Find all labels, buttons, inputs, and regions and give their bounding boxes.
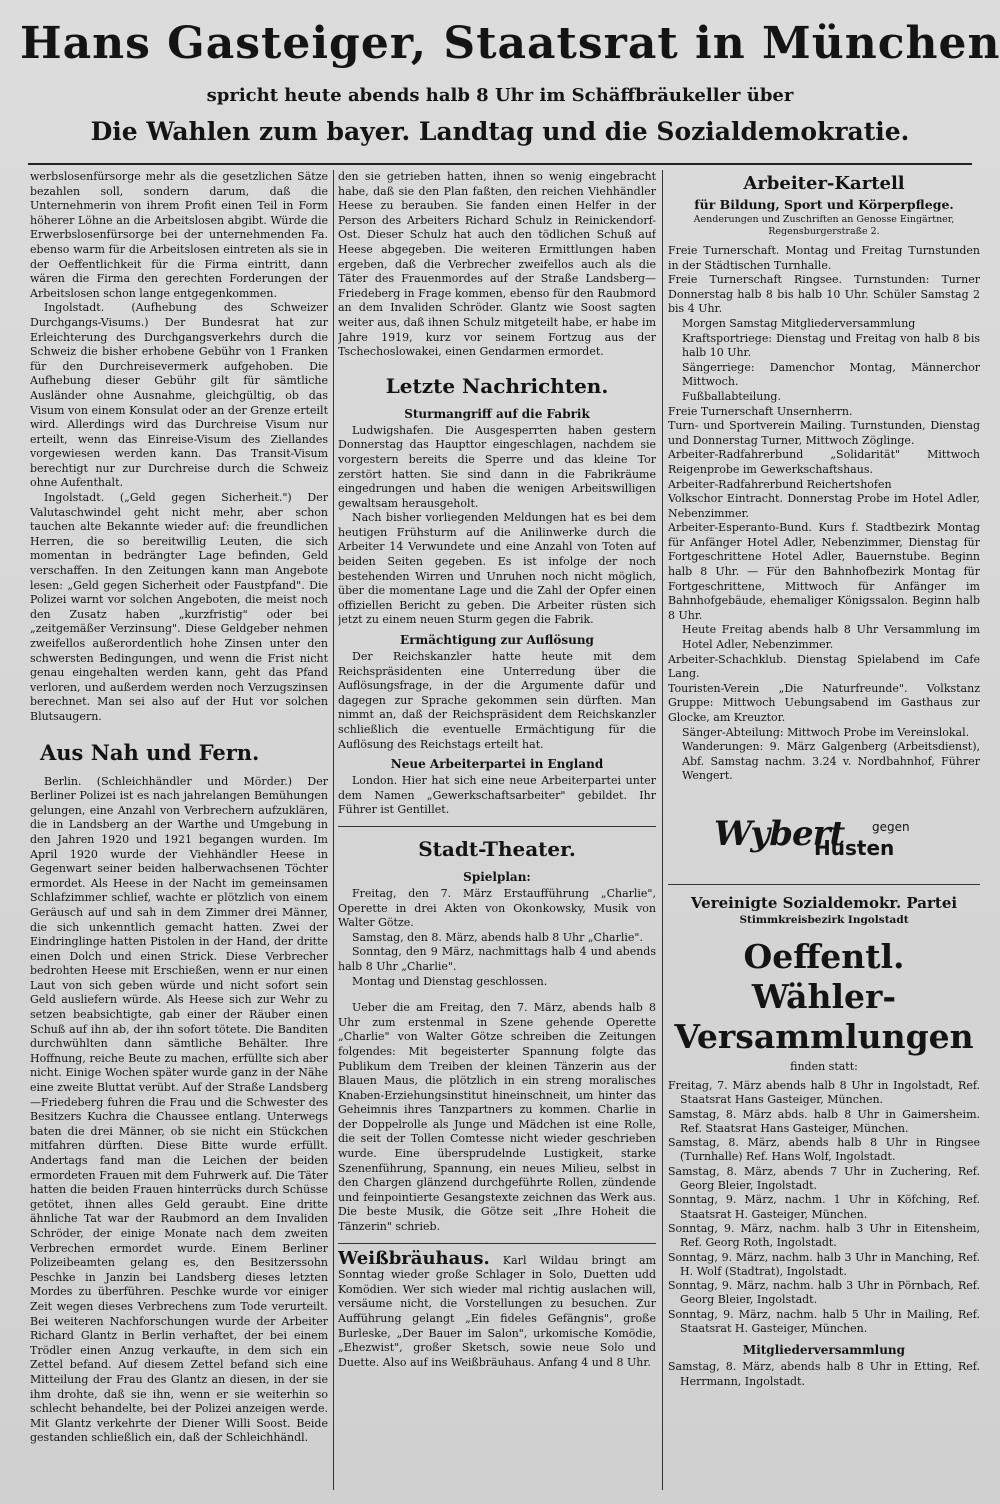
ad-husten: Husten xyxy=(814,835,895,860)
party-title: Vereinigte Sozialdemokr. Partei xyxy=(690,893,958,912)
club-entry: Freie Turnerschaft. Montag und Freitag Turnstunden in der Städtischen Turnhalle. xyxy=(668,244,980,272)
theater-listing: Samstag, den 8. März, abends halb 8 Uhr „Charlie". xyxy=(352,930,643,944)
theater-listing: Freitag, den 7. März Erstaufführung „Charlie", Operette in drei Akten von Okonkowsky, Musik von Walter Götze. xyxy=(338,886,656,930)
section-divider xyxy=(338,1243,656,1244)
meeting-entry: Freitag, 7. März abends halb 8 Uhr in Ingolstadt, Ref. Staatsrat Hans Gasteiger, München. xyxy=(668,1078,980,1107)
club-entry: Heute Freitag abends halb 8 Uhr Versammlung im Hotel Adler, Nebenzimmer. xyxy=(682,623,980,652)
section-heading-aus-nah-und-fern: Aus Nah und Fern. xyxy=(40,739,260,765)
news-subheading: Sturmangriff auf die Fabrik xyxy=(404,406,590,421)
club-entry: Morgen Samstag Mitgliederversammlung xyxy=(682,316,916,330)
member-meeting-title: Mitgliederversammlung xyxy=(742,1343,906,1358)
headline-title: Hans Gasteiger, Staatsrat in München xyxy=(20,18,1000,69)
meetings-headline-1: Oeffentl. Wähler- xyxy=(743,936,905,1016)
club-entry: Arbeiter-Radfahrerbund „Solidarität" Mittwoch Reigenprobe im Gewerkschaftshaus. xyxy=(668,448,980,476)
meeting-entry: Sonntag, 9. März, nachm. halb 3 Uhr in Manching, Ref. H. Wolf (Stadtrat), Ingolstadt. xyxy=(668,1250,980,1278)
article-paragraph: Berlin. (Schleichhändler und Mörder.) Der Berliner Polizei ist es nach jahrelangen Bemühungen gelungen, eine Anzahl von Verbrechern aufzuklären, die in Landsberg an der Warthe und Umgebung in den Jahren 1920 und 1921 begangen wurden. Im April 1920 wurde der Viehhändler Heese in Gegenwart seiner beiden halberwachsenen Töchter ermordet. Als Heese in der Nacht im gemeinsamen Schlafzimmer schlief, wachte er plötzlich von einem Geräusch auf und sah in dem Zimmer drei Männer, die sich unkenntlich gemacht hatten. Zwei der Eindringlinge hatten Pistolen in der Hand, der dritte einen Dolch und einen Strick. Diese Verbrecher bedrohten Heese mit Erschießen, wenn er nur einen Laut von sich geben würde und nicht sofort sein Geld ausliefern würde. Als Heese sich zur Wehr zu setzen beabsichtigte, gab einer der Räuber einen Schuß auf ihn ab, der ihn sofort tötete. Die Banditen durchwühlten dann sämtliche Behälter. Ihre Hoffnung, reiche Beute zu machen, erfüllte sich aber nicht. Einige Wochen später wurde ganz in der Nähe eine zweite Bluttat verübt. Auf der Straße Landsberg—Friedeberg fuhren die Frau und die Schwester des Besitzers Kuchra die Chaussee entlang. Unterwegs baten die drei Männer, ob sie nicht ein Stückchen mitfahren dürften. Diese Bitte wurde erfüllt. Andertags fand man die Leichen der beiden ermordeten Frauen mit dem Fuhrwerk auf. Die Täter hatten die beiden Frauen hinterrücks durch Schüsse getötet, ihnen alles Geld geraubt. Eine dritte ähnliche Tat war der Raubmord an dem Invaliden Schröder, der einige Monate nach dem zweiten Verbrechen ermordet wurde. Einem Berliner Polizeibeamten gelang es, den Besitzerssohn Peschke in Janzin bei Landsberg dieses letzten Mordes zu überführen. Peschke wurde vor einiger Zeit wegen dieses Verbrechens zum Tode verurteilt. Bei weiteren Nachforschungen wurde der Arbeiter Richard Glantz in Berlin verhaftet, der bei einem Trödler einen Anzug verkaufte, in dem sich ein Zettel befand. Auf diesem Zettel befand sich eine Mitteilung der Frau des Glantz an diesen, in der sie ihm drohte, daß sie ihn, wenn er sie weiterhin so schlecht behandelte, bei der Polizei anzeigen werde. Mit Glantz verkehrte der Diener Willi Soost. Beide gestanden schließlich ein, daß der Schleichhändl. xyxy=(30,774,328,1445)
article-paragraph: Ingolstadt. (Aufhebung des Schweizer Durchgangs-Visums.) Der Bundesrat hat zur Erleichterung des Durchgangsverkehrs durch die Schweiz die bisher erhobene Gebühr von 1 Franken für den Durchreisevermerk aufgehoben. Die Aufhebung dieser Gebühr gilt für sämtliche Ausländer ohne Ausnahme, gleichgültig, ob das Visum von einem Konsulat oder an der Grenze erteilt wird. Allerdings wird das Durchreise Visum nur erteilt, wenn das Einreise-Visum des Ziellandes vorgewiesen werden kann. Das Transit-Visum berechtigt nur zur Durchreise durch die Schweiz ohne Aufenthalt. xyxy=(30,301,328,490)
spacer xyxy=(338,989,656,1001)
club-entry: Arbeiter-Schachklub. Dienstag Spielabend im Cafe Lang. xyxy=(668,652,980,681)
meeting-entry: Samstag, 8. März, abends halb 8 Uhr in Ringsee (Turnhalle) Ref. Hans Wolf, Ingolstadt. xyxy=(668,1136,980,1164)
kartell-note: Aenderungen und Zuschriften an Genosse Eingärtner, Regensburgerstraße 2. xyxy=(693,214,955,237)
meeting-entry: Sonntag, 9. März, nachm. halb 3 Uhr in Pörnbach, Ref. Georg Bleier, Ingolstadt. xyxy=(668,1279,980,1307)
finden-statt: finden statt: xyxy=(790,1059,858,1073)
club-entry: Wanderungen: 9. März Galgenberg (Arbeitsdienst), Abf. Samstag nachm. 3.24 v. Nordbahnhof, Führer Wengert. xyxy=(682,740,980,783)
weissbraeuhaus-text: Karl Wildau bringt am Sonntag wieder große Schlager in Solo, Duetten udd Komödien. Wer sich wieder mal richtig auslachen will, versäume nicht, die Vorstellungen zu besuchen. Zur Aufführung gelangt „Ein fideles Gefängnis", große Burleske, „Der Bauer im Salon", urkomische Komödie, „Ehezwist", großer Sketsch, sowie neue Solo und Duette. Also auf ins Weißbräuhaus. Anfang 4 und 8 Uhr. xyxy=(338,1253,656,1369)
section-heading-stadt-theater: Stadt-Theater. xyxy=(418,836,576,861)
article-paragraph: Ingolstadt. („Geld gegen Sicherheit.") Der Valutaschwindel geht nicht mehr, aber schon tauchen alte Bekannte wieder auf: die freundlichen Herren, die so bereitwillig Leuten, die sich momentan in bedrängter Lage befinden, Geld verschaffen. In den Zeitungen kann man Angebote lesen: „Geld gegen Sicherheit oder Faustpfand". Die Polizei warnt vor solchen Angeboten, die meist noch den Zusatz haben „kurzfristig" oder bei „zeitgemäßer Verzinsung". Diese Geldgeber nehmen zweifellos außerordentlich hohe Zinsen unter den schwersten Bedingungen, und wenn die Frist nicht genau eingehalten werden kann, geht das Pfand verloren, und außerdem werden noch Verzugszinsen berechnet. Man sei also auf der Hut vor solchen Blutsaugern. xyxy=(30,491,328,723)
column-left xyxy=(30,170,328,1490)
meeting-entry: Sonntag, 9. März, nachm. 1 Uhr in Köfching, Ref. Staatsrat H. Gasteiger, München. xyxy=(668,1193,980,1221)
article-paragraph: Nach bisher vorliegenden Meldungen hat es bei dem heutigen Frühsturm auf die Anilinwerke durch die Arbeiter 14 Verwundete und eine Anzahl von Toten auf beiden Seiten gegeben. Es ist infolge der noch bestehenden Wirren und Unruhen noch nicht möglich, über die momentane Lage und die Zahl der Opfer einen offiziellen Bericht zu geben. Die Arbeiter rüsten sich jetzt zu einem neuen Sturm gegen die Fabrik. xyxy=(338,511,656,627)
ad-gegen: gegen xyxy=(872,819,910,834)
article-paragraph: Der Reichskanzler hatte heute mit dem Reichspräsidenten eine Unterredung über die Auflösungsfrage, in der die Argumente dafür und dagegen zur Sprache gekommen sein dürften. Man nimmt an, daß der Reichspräsident dem Reichskanzler schließlich die eventuelle Ermächtigung für die Auflösung des Reichstags erteilt hat. xyxy=(338,650,656,751)
club-entry: Volkschor Eintracht. Donnerstag Probe im Hotel Adler, Nebenzimmer. xyxy=(668,492,980,520)
meeting-entry: Samstag, 8. März abds. halb 8 Uhr in Gaimersheim. Ref. Staatsrat Hans Gasteiger, München. xyxy=(668,1107,980,1135)
kartell-title: Arbeiter-Kartell xyxy=(743,173,905,194)
club-entry: Kraftsportriege: Dienstag und Freitag von halb 8 bis halb 10 Uhr. xyxy=(682,331,980,360)
club-entry: Turn- und Sportverein Mailing. Turnstunden, Dienstag und Donnerstag Turner, Mittwoch Zöglinge. xyxy=(668,419,980,447)
meetings-headline-2: Versammlungen xyxy=(674,1016,974,1056)
wybert-advert xyxy=(714,810,934,870)
column-right xyxy=(668,170,980,1490)
kartell-subtitle: für Bildung, Sport und Körperpflege. xyxy=(694,197,954,212)
club-entry: Sänger-Abteilung: Mittwoch Probe im Vereinslokal. xyxy=(682,725,970,739)
section-divider xyxy=(338,826,656,827)
club-entry: Touristen-Verein „Die Naturfreunde". Volkstanz Gruppe: Mittwoch Uebungsabend im Gasthaus zur Glocke, am Kreuztor. xyxy=(668,681,980,724)
member-meeting-entry: Samstag, 8. März, abends halb 8 Uhr in Etting, Ref. Herrmann, Ingolstadt. xyxy=(668,1360,980,1388)
news-subheading: Neue Arbeiterpartei in England xyxy=(390,757,604,772)
page-header xyxy=(0,0,1000,160)
article-paragraph: London. Hier hat sich eine neue Arbeiterpartei unter dem Namen „Gewerkschaftsarbeiter" gebildet. Ihr Führer ist Gentillet. xyxy=(338,774,656,817)
meeting-entry: Sonntag, 9. März, nachm. halb 3 Uhr in Eitensheim, Ref. Georg Roth, Ingolstadt. xyxy=(668,1221,980,1250)
headline-subtitle: spricht heute abends halb 8 Uhr im Schäffbräukeller über xyxy=(206,85,794,106)
club-entry: Arbeiter-Radfahrerbund Reichertshofen xyxy=(668,477,892,491)
column-middle xyxy=(338,170,656,1490)
column-divider-2 xyxy=(662,170,663,1490)
club-entry: Freie Turnerschaft Unsernherrn. xyxy=(668,404,853,418)
party-subtitle: Stimmkreisbezirk Ingolstadt xyxy=(739,913,909,926)
section-heading-letzte-nachrichten: Letzte Nachrichten. xyxy=(385,373,609,398)
article-paragraph: Ueber die am Freitag, den 7. März, abends halb 8 Uhr zum erstenmal in Szene gehende Operette „Charlie" von Walter Götze schreiben die Zeitungen folgendes: Mit begeisterter Spannung folgte das Publikum dem Treiben der kleinen Tänzerin aus der Blauen Maus, die plötzlich in ein streng moralisches Knaben-Erziehungsinstitut hineinschneit, um hinter das Geheimnis ihres Tanzpartners zu kommen. Charlie in der Doppelrolle als Junge und Mädchen ist eine Rolle, die seit der Tollen Comtesse nicht wieder geschrieben wurde. Eine übersprudelnde Lustigkeit, starke Szenenführung, Spannung, ein neues Milieu, selbst in den Chargen glänzend durchgeführte Rollen, zündende und feinpointierte Gesangstexte zeichnen das Werk aus. Die beste Musik, die Götze seit „Ihre Hoheit die Tänzerin" schrieb. xyxy=(338,1001,656,1234)
news-subheading: Ermächtigung zur Auflösung xyxy=(400,633,594,648)
club-entry: Freie Turnerschaft Ringsee. Turnstunden: Turner Donnerstag halb 8 bis halb 10 Uhr. Schüler Samstag 2 bis 4 Uhr. xyxy=(668,273,980,316)
weissbraeuhaus-title: Weißbräuhaus. xyxy=(338,1247,490,1269)
club-entry: Fußballabteilung. xyxy=(682,389,781,403)
article-paragraph: den sie getrieben hatten, ihnen so wenig eingebracht habe, daß sie den Plan faßten, den reichen Viehhändler Heese zu berauben. Sie fanden einen Helfer in der Person des Arbeiters Richard Schulz in Reinickendorf-Ost. Dieser Schulz hat auch den tödlichen Schuß auf Heese abgegeben. Die weiteren Ermittlungen haben ergeben, daß die Verbrecher zweifellos auch als die Täter des Frauenmordes auf der Straße Landsberg—Friedeberg in Frage kommen, ebenso für den Raubmord an dem Invaliden Schröder. Glantz wie Soost sagten weiter aus, daß ihnen Schulz mitgeteilt habe, er habe im Jahre 1919, kurz vor seinem Fortzug aus der Tschechoslowakei, einen Gendarmen ermordet. xyxy=(338,170,656,359)
ad-brand: Wybert xyxy=(714,813,845,854)
club-entry: Sängerriege: Damenchor Montag, Männerchor Mittwoch. xyxy=(682,360,980,389)
article-paragraph: Ludwigshafen. Die Ausgesperrten haben gestern Donnerstag das Haupttor eingeschlagen, nachdem sie vorgestern bereits die Sperre und das kleine Tor zerstört hatten. Sie sind dann in die Fabrikräume eingedrungen und haben die wenigen Arbeitswilligen gewaltsam herausgeholt. xyxy=(338,423,656,510)
theater-program-heading: Spielplan: xyxy=(463,869,531,884)
article-paragraph: werbslosenfürsorge mehr als die gesetzlichen Sätze bezahlen soll, sondern darum, daß die Unternehmerin von ihrem Profit einen Teil in Form höherer Löhne an die Arbeitslosen abgibt. Würde die Erwerbslosenfürsorge bei der unternehmenden Fa. ebenso warm für die Arbeitslosen eintreten als sie in der Oeffentlichkeit für die Firma eintritt, dann wären die Firma den gerechten Forderungen der Arbeitslosen schon lange entgegenkommen. xyxy=(30,170,328,300)
theater-listing: Sonntag, den 9 März, nachmittags halb 4 und abends halb 8 Uhr „Charlie". xyxy=(338,945,656,973)
club-entry: Arbeiter-Esperanto-Bund. Kurs f. Stadtbezirk Montag für Anfänger Hotel Adler, Nebenzimmer, Dienstag für Fortgeschrittene Hotel Adler, Bauernstube. Beginn halb 8 Uhr. — Für den Bahnhofbezirk Montag für Fortgeschrittene, Mittwoch für Anfänger im Bahnhofgebäude, ehemaliger Königssalon. Beginn halb 8 Uhr. xyxy=(668,521,980,622)
meeting-entry: Sonntag, 9. März, nachm. halb 5 Uhr in Mailing, Ref. Staatsrat H. Gasteiger, München. xyxy=(668,1307,980,1336)
meeting-entry: Samstag, 8. März, abends 7 Uhr in Zuchering, Ref. Georg Bleier, Ingolstadt. xyxy=(668,1164,980,1193)
section-divider xyxy=(668,884,980,885)
headline-topic: Die Wahlen zum bayer. Landtag und die Sozialdemokratie. xyxy=(90,117,910,146)
theater-listing: Montag und Dienstag geschlossen. xyxy=(352,974,548,988)
header-divider xyxy=(28,163,972,165)
column-divider-1 xyxy=(333,170,334,1490)
